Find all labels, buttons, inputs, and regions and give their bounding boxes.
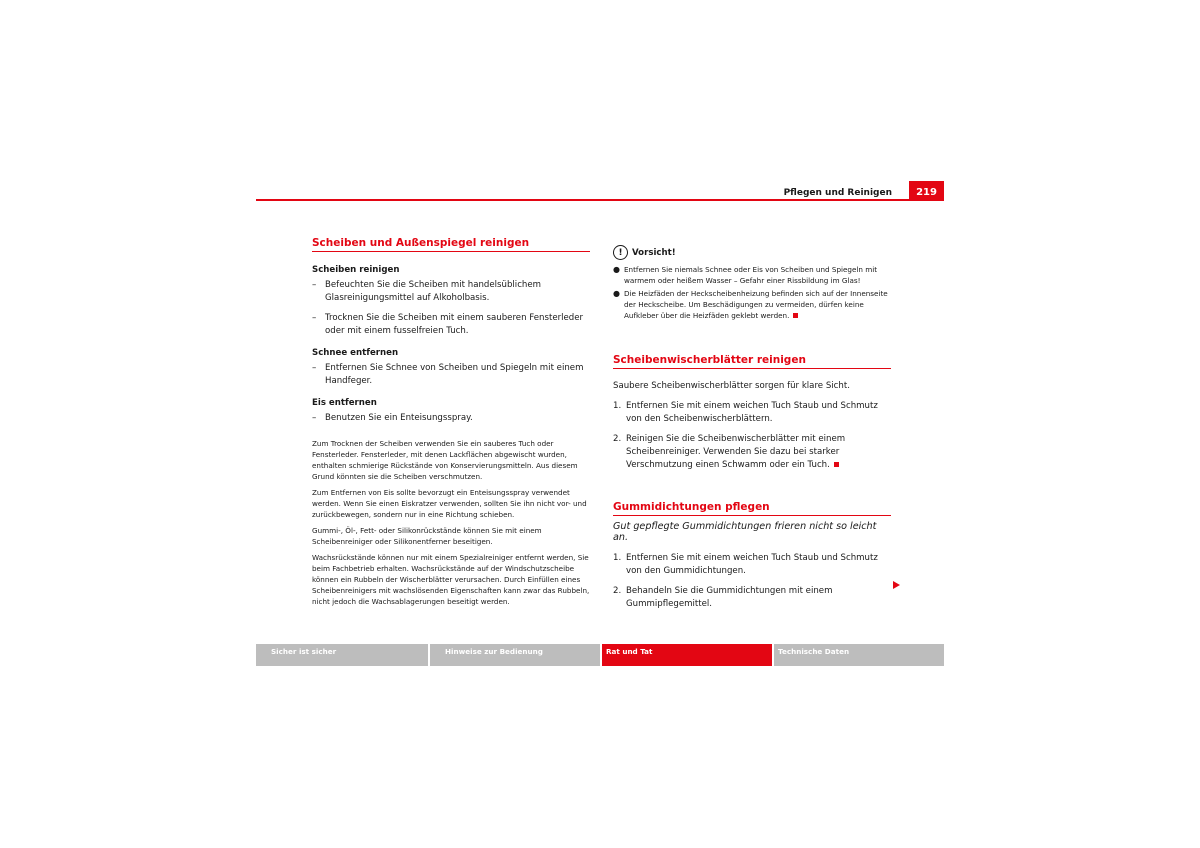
footer-tab-operation[interactable]: Hinweise zur Bedienung — [430, 644, 600, 666]
end-of-section-marker — [793, 313, 798, 318]
warning-icon: ! — [613, 245, 628, 260]
header-rule — [256, 199, 944, 201]
footer-tab-technical-data[interactable]: Technische Daten — [774, 644, 944, 666]
caution-label: Vorsicht! — [632, 247, 676, 258]
note-paragraph: Zum Trocknen der Scheiben verwenden Sie ein sauberes Tuch oder Fensterleder. Fensterleder, mit denen Lackflächen abgewischt wurden, enthalten schmierige Rückstände von Konservierungsmitteln. Aus diesem Grund könnten sie die Scheiben verschmutzen. — [312, 439, 578, 481]
list-item: – Entfernen Sie Schnee von Scheiben und Spiegeln mit einem Handfeger. — [312, 363, 584, 386]
list-clean-windows — [312, 279, 590, 338]
caution-box — [613, 242, 891, 321]
caution-item: ● Die Heizfäden der Heckscheibenheizung befinden sich auf der Innenseite der Heckscheibe. Um Beschädigungen zu vermeiden, dürfen keine Aufkleber über die Heizfäden geklebt werden. — [613, 289, 888, 320]
footer-tab-safety[interactable]: Sicher ist sicher — [256, 644, 428, 666]
left-column — [312, 237, 590, 607]
step-item: 2. Reinigen Sie die Scheibenwischerblätter mit einem Scheibenreiniger. Verwenden Sie dazu bei starker Verschmutzung einen Schwamm oder ein Tuch. — [613, 434, 846, 470]
step-item: 1. Entfernen Sie mit einem weichen Tuch Staub und Schmutz von den Gummidichtungen. — [613, 553, 878, 576]
footer-tab-advice[interactable]: Rat und Tat — [602, 644, 772, 666]
list-remove-ice — [312, 412, 590, 425]
section-heading-wipers: Scheibenwischerblätter reinigen — [613, 354, 891, 369]
list-item: – Trocknen Sie die Scheiben mit einem sauberen Fensterleder oder mit einem fusselfreien Tuch. — [312, 313, 584, 336]
section-heading-seals: Gummidichtungen pflegen — [613, 501, 891, 516]
seals-lead: Gut gepflegte Gummidichtungen frieren nicht so leicht an. — [613, 521, 877, 543]
seals-steps — [613, 552, 891, 611]
caution-item: ● Entfernen Sie niemals Schnee oder Eis von Scheiben und Spiegeln mit warmem oder heißem Wasser – Gefahr einer Rissbildung im Glas! — [613, 265, 878, 285]
note-paragraph: Gummi-, Öl-, Fett- oder Silikonrückstände können Sie mit einem Scheibenreiniger oder Silikonentferner beseitigen. — [312, 526, 542, 546]
list-item: – Befeuchten Sie die Scheiben mit handelsüblichem Glasreinigungsmittel auf Alkoholbasis. — [312, 280, 542, 303]
note-paragraph: Zum Entfernen von Eis sollte bevorzugt ein Enteisungsspray verwendet werden. Wenn Sie einen Eiskratzer verwenden, sollten Sie ihn nicht vor- und zurückbewegen, sondern nur in eine Richtung schieben. — [312, 488, 587, 519]
page-number: 219 — [909, 181, 944, 201]
continue-arrow-icon — [893, 581, 900, 589]
notes-block — [312, 438, 590, 607]
step-item: 2. Behandeln Sie die Gummidichtungen mit einem Gummipflegemittel. — [613, 586, 833, 609]
end-of-section-marker — [834, 462, 839, 467]
list-item: – Benutzen Sie ein Enteisungsspray. — [312, 413, 473, 423]
running-section-title: Pflegen und Reinigen — [783, 188, 892, 198]
subheading-remove-ice: Eis entfernen — [312, 398, 377, 408]
note-paragraph: Wachsrückstände können nur mit einem Spezialreiniger entfernt werden, Sie beim Fachbetrieb erhalten. Wachsrückstände auf der Windschutzscheibe können ein Rubbeln der Wischerblätter verursachen. Durch Einfüllen eines Scheibenreinigers mit wachslösenden Eigenschaften kann zwar das Rubbeln, nicht jedoch die Wachsablagerungen beseitigt werden. — [312, 553, 590, 606]
subheading-remove-snow: Schnee entfernen — [312, 348, 399, 358]
wiper-intro: Saubere Scheibenwischerblätter sorgen für klare Sicht. — [613, 381, 850, 391]
step-item: 1. Entfernen Sie mit einem weichen Tuch Staub und Schmutz von den Scheibenwischerblättern. — [613, 401, 878, 424]
right-column — [613, 242, 891, 611]
wiper-steps — [613, 400, 891, 472]
section-heading-windows: Scheiben und Außenspiegel reinigen — [312, 237, 590, 252]
list-remove-snow — [312, 362, 590, 388]
subheading-clean-windows: Scheiben reinigen — [312, 265, 400, 275]
